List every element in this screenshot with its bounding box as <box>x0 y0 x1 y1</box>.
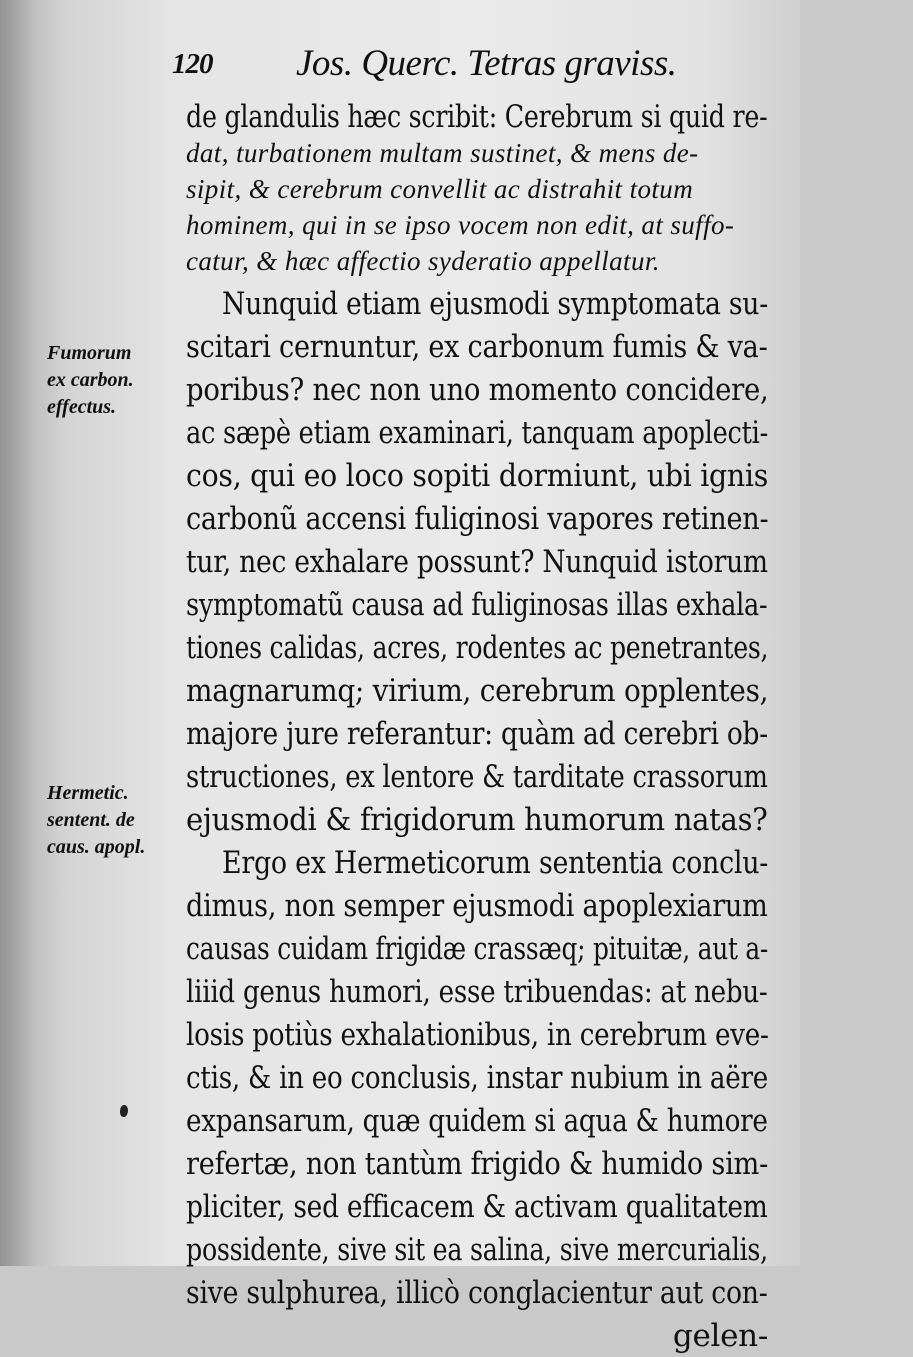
text-line: possidente, sive sit ea salina, sive mercurialis, <box>186 1232 768 1268</box>
text-line: tiones calidas, acres, rodentes ac penetrantes, <box>186 630 769 666</box>
margin-note-line: Hermetic. <box>47 782 129 804</box>
text-line: symptomatũ causa ad fuliginosas illas exhala- <box>186 587 768 623</box>
text-line: sipit, & cerebrum convellit ac distrahit totum <box>186 174 694 204</box>
margin-note-line: ex carbon. <box>47 369 134 391</box>
gutter-shadow <box>0 0 34 1266</box>
ink-speck <box>120 1105 128 1117</box>
catchword: gelen- <box>672 1318 768 1354</box>
text-line: refertæ, non tantùm frigido & humido sim- <box>186 1146 769 1182</box>
text-line: carbonũ accensi fuliginosi vapores retinen- <box>186 501 769 537</box>
text-line: catur, & hæc affectio syderatio appellatur. <box>186 246 660 276</box>
page-header <box>172 42 692 90</box>
text-line: dimus, non semper ejusmodi apoplexiarum <box>186 888 768 924</box>
margin-note-hermetic <box>47 780 177 861</box>
margin-note-fumorum <box>47 340 177 421</box>
text-line: expansarum, quæ quidem si aqua & humore <box>186 1103 768 1139</box>
text-line: magnarumq; virium, cerebrum opplentes, <box>186 673 769 709</box>
text-line: Ergo ex Hermeticorum sententia conclu- <box>222 845 769 881</box>
margin-note-line: effectus. <box>47 396 117 418</box>
text-line: structiones, ex lentore & tarditate crassorum <box>186 759 768 795</box>
text-line: majore jure referantur: quàm ad cerebri ob- <box>186 716 768 752</box>
text-line: pliciter, sed efficacem & activam qualitatem <box>186 1189 768 1225</box>
text-line: ctis, & in eo conclusis, instar nubium in aëre <box>186 1060 768 1096</box>
text-line: ejusmodi & frigidorum humorum natas? <box>186 802 768 838</box>
text-line: losis potiùs exhalationibus, in cerebrum eve- <box>186 1017 769 1053</box>
text-line: scitari cernuntur, ex carbonum fumis & va- <box>186 329 768 365</box>
text-line: hominem, qui in se ipso vocem non edit, at suffo- <box>186 210 735 240</box>
text-line: Nunquid etiam ejusmodi symptomata su- <box>222 286 768 322</box>
text-line: causas cuidam frigidæ crassæq; pituitæ, aut a- <box>186 931 769 967</box>
text-line: ac sæpè etiam examinari, tanquam apoplecti- <box>186 415 769 451</box>
text-line: cos, qui eo loco sopiti dormiunt, ubi ignis <box>186 458 768 494</box>
text-line: liiid genus humori, esse tribuendas: at nebu- <box>186 974 768 1010</box>
text-line: de glandulis hæc scribit: Cerebrum si quid re- <box>186 99 768 135</box>
margin-note-line: sentent. de <box>47 809 135 831</box>
margin-note-line: Fumorum <box>47 342 132 364</box>
margin-note-line: caus. apopl. <box>47 836 146 858</box>
text-line: poribus? nec non uno momento concidere, <box>186 372 769 408</box>
page-number: 120 <box>172 48 213 80</box>
text-line: tur, nec exhalare possunt? Nunquid istorum <box>186 544 768 580</box>
text-line: sive sulphurea, illicò conglacientur aut con- <box>186 1275 768 1311</box>
running-head: Jos. Querc. Tetras graviss. <box>296 43 677 84</box>
text-line: dat, turbationem multam sustinet, & mens de- <box>186 138 699 168</box>
